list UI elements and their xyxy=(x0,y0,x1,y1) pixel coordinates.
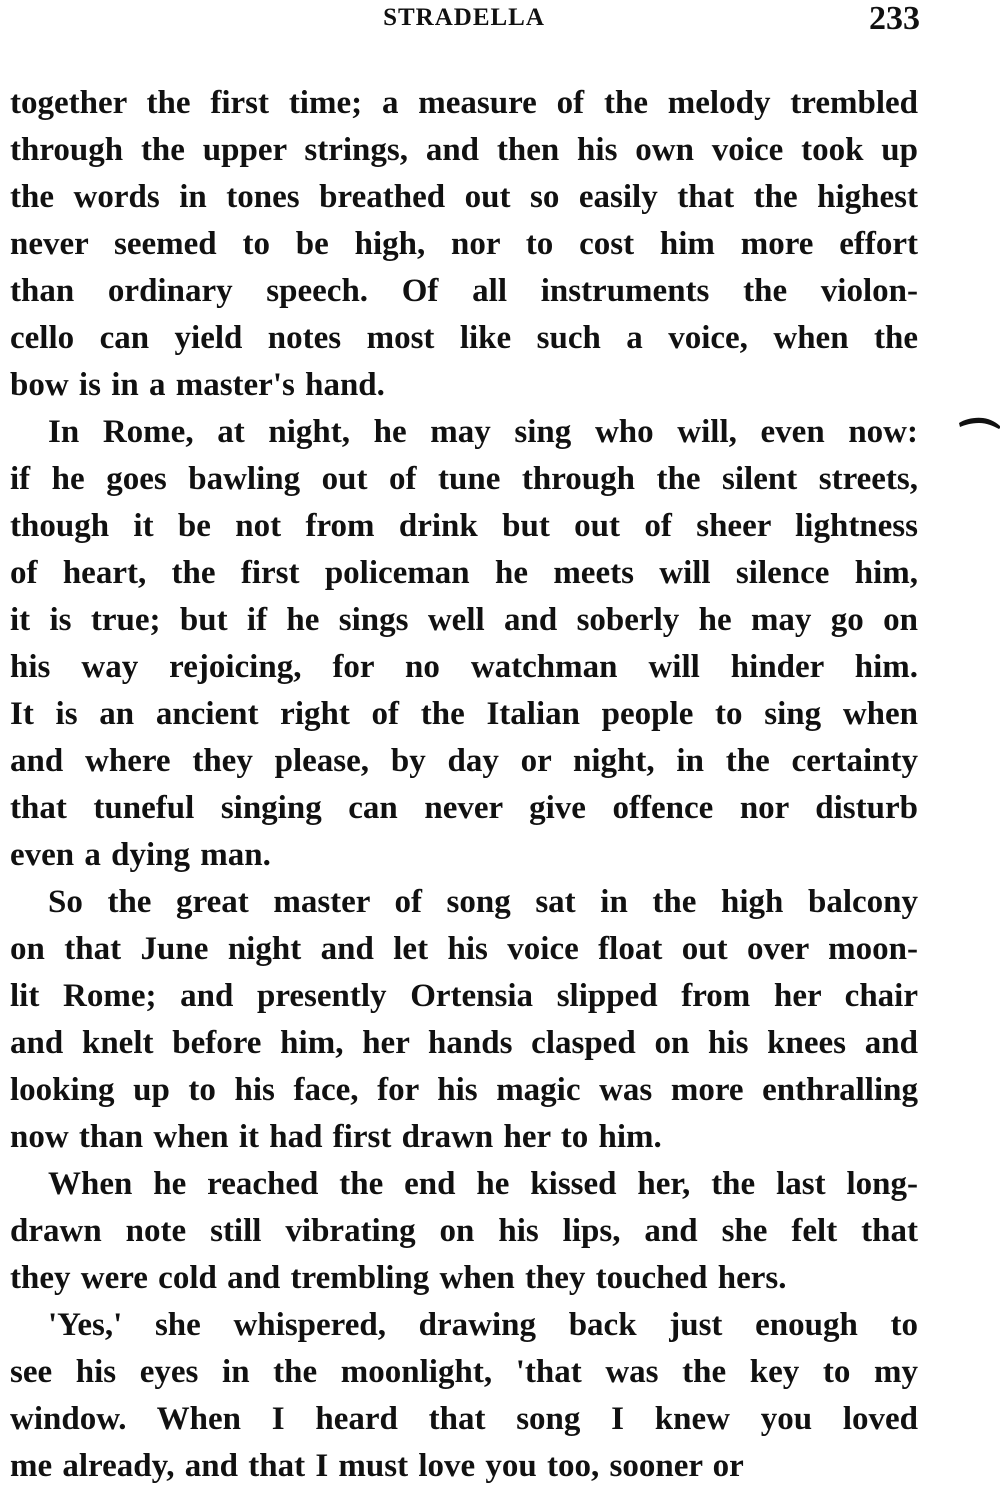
running-head xyxy=(10,0,918,48)
text-line: see his eyes in the moonlight, 'that was the key to my xyxy=(10,1354,918,1390)
margin-mark-icon xyxy=(957,411,1000,433)
text-line: So the great master of song sat in the high balcony xyxy=(48,884,918,920)
text-line: looking up to his face, for his magic was more enthralling xyxy=(10,1072,918,1108)
text-line: though it be not from drink but out of sheer lightness xyxy=(10,508,918,544)
text-line: through the upper strings, and then his own voice took up xyxy=(10,132,918,168)
body-text xyxy=(10,80,918,1490)
text-line: they were cold and trembling when they touched hers. xyxy=(10,1260,787,1296)
paragraph xyxy=(10,879,918,1161)
text-line: window. When I heard that song I knew you loved xyxy=(10,1401,918,1437)
text-line: It is an ancient right of the Italian people to sing when xyxy=(10,696,918,732)
text-line: on that June night and let his voice float out over moon- xyxy=(10,931,918,967)
book-page xyxy=(10,0,918,1484)
text-line: it is true; but if he sings well and soberly he may go on xyxy=(10,602,918,638)
page-number: 233 xyxy=(869,0,920,37)
text-line: When he reached the end he kissed her, the last long- xyxy=(48,1166,918,1202)
text-line: the words in tones breathed out so easily that the highest xyxy=(10,179,918,215)
text-line: bow is in a master's hand. xyxy=(10,367,385,403)
text-line: and where they please, by day or night, in the certainty xyxy=(10,743,918,779)
paragraph xyxy=(10,80,918,409)
text-line: In Rome, at night, he may sing who will, even now: xyxy=(48,414,918,450)
text-line: that tuneful singing can never give offence nor disturb xyxy=(10,790,918,826)
paragraph xyxy=(10,409,918,879)
text-line: now than when it had first drawn her to him. xyxy=(10,1119,662,1155)
paragraph xyxy=(10,1161,918,1302)
text-line: me already, and that I must love you too, sooner or xyxy=(10,1448,744,1484)
text-line: cello can yield notes most like such a voice, when the xyxy=(10,320,918,356)
paragraph xyxy=(10,1302,918,1490)
text-line: drawn note still vibrating on his lips, and she felt that xyxy=(10,1213,918,1249)
text-line: and knelt before him, her hands clasped on his knees and xyxy=(10,1025,918,1061)
text-line: lit Rome; and presently Ortensia slipped from her chair xyxy=(10,978,918,1014)
text-line: 'Yes,' she whispered, drawing back just enough to xyxy=(48,1307,918,1343)
text-line: if he goes bawling out of tune through the silent streets, xyxy=(10,461,918,497)
text-line: than ordinary speech. Of all instruments the violon- xyxy=(10,273,918,309)
text-line: together the first time; a measure of the melody trembled xyxy=(10,85,918,121)
text-line: of heart, the first policeman he meets will silence him, xyxy=(10,555,918,591)
text-line: even a dying man. xyxy=(10,837,271,873)
running-title: STRADELLA xyxy=(383,4,545,31)
text-line: his way rejoicing, for no watchman will hinder him. xyxy=(10,649,918,685)
text-line: never seemed to be high, nor to cost him more effort xyxy=(10,226,918,262)
